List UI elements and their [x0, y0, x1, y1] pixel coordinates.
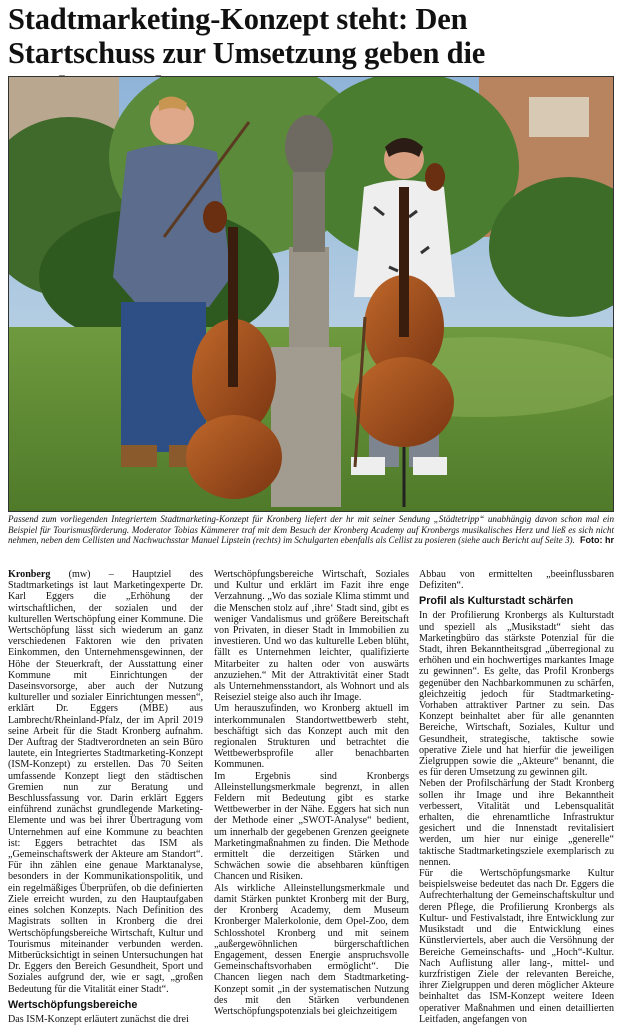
paragraph: In der Profilierung Kronbergs als Kulturstadt und speziell als „Musikstadt“ sieht das Marketingbüro das stärkste Potenzial für die Stadt, ihren Bekanntheitsgrad „überregional zu erhöhen und ein hochwertiges markantes Image zu gewinnen“. Es gelte, das Profil Kronbergs gegenüber den Nachbarkommunen zu schärfen, gleichzeitig jedoch für Stadtmarketing-Vorhaben attraktiver Partner zu sein. Das Konzept beinhaltet aber für alle genannten Bereiche, Wirtschaft, Soziales, Kultur und Gesundheit, strategische, taktische sowie operative Ziele und hat hierfür die jeweiligen Zielgruppen sowie die „Akteure“ benannt, die es für deren Umsetzung zu gewinnen gilt. — [419, 610, 614, 779]
column-2 — [214, 569, 409, 1017]
paragraph — [8, 569, 203, 995]
photo-caption — [8, 514, 614, 546]
paragraph: Das ISM-Konzept erläutert zunächst die drei — [8, 1013, 189, 1025]
dateline: Kronberg — [8, 569, 51, 580]
paragraph: Als wirkliche Alleinstellungsmerkmale und damit Stärken punktet Kronberg mit der Burg, der Kronberg Academy, dem Museum Kronberger Malerkolonie, dem Opel-Zoo, dem Schlosshotel Kronberg und mit seinem „außergewöhnlichen bürgerschaftlichen Engagement, dessen Energie anspruchsvolle Gemeinschaftsvorhaben ermöglicht“. Die Chancen liegen nach dem Stadtmarketing-Konzept somit „in der systematischen Nutzung des mit den Stärken verbundenen Wertschöpfungspotenzials bei gleichzeitigem — [214, 882, 409, 1017]
photo-credit: Foto: hr — [580, 535, 614, 546]
subheading: Wertschöpfungsbereiche — [8, 998, 138, 1011]
paragraph: Im Ergebnis sind Kronbergs Alleinstellungsmerkmale begrenzt, in allen Feldern mit Bedeutung gibt es starke Wettbewerber in der Nähe. Eggers hat sich nun der Methode einer „SWOT-Analyse“ bedient, um innerhalb der gegebenen Grenzen geeignete Marketingmaßnahmen zu finden. Die Methode ermittelt die derzeitigen Stärken und Schwächen sowie die absehbaren künftigen Chancen und Risiken. — [214, 770, 409, 883]
article-photo — [8, 76, 614, 512]
paragraph: Wertschöpfungsbereiche Wirtschaft, Soziales und Kultur und erklärt im Fazit ihre enge Verzahnung. „Wo das soziale Klima stimmt und die Menschen stolz auf ‚ihre‘ Stadt sind, gibt es weniger Vandalismus und größere Bereitschaft von Privaten, in dieser Stadt in Immobilien zu investieren. Und wo das kulturelle Leben blüht, fällt es Unternehmen leichter, qualifizierte Mitarbeiter zu halten oder von auswärts anzuziehen.“ Mit der Attraktivität einer Stadt als Unternehmensstandort, als Wohnort und als Reiseziel steige also auch ihr Image. — [214, 569, 409, 704]
photo-illustration — [9, 77, 613, 511]
column-3 — [419, 569, 614, 1025]
paragraph: Neben der Profilschärfung der Stadt Kronberg sollen ihr Image und ihre Bekanntheit verbessert, Vitalität und Lebensqualität erhalten, die ehrenamtliche Infrastruktur gesichert und die Innenstadt revitalisiert werden, um hier nur einige „generelle“ taktische Stadtmarketingsziele exemplarisch zu nennen. — [419, 778, 614, 868]
paragraph: Abbau von ermittelten „beeinflussbaren Defiziten“. — [419, 569, 614, 592]
subheading: Profil als Kulturstadt schärfen — [419, 595, 574, 608]
column-1 — [8, 569, 203, 1025]
paragraph-text: (mw) – Hauptziel des Stadtmarketings ist laut Marketingexperte Dr. Karl Eggers die „Erhöhung der wirtschaftlichen, der sozialen und der kulturellen Wertschöpfung einer Kommune. Die Wertschöpfung lässt sich wiederum an ganz verschiedenen Faktoren wie den privaten Einkommen, den Unternehmensgewinnen, der Höhe der Steuerkraft, der Ausstattung einer Kommune mit Einrichtungen der Daseinsvorsorge, aber auch der Nutzung kultureller und sozialer Einrichtungen messen“, erklärt Dr. Eggers (MBE) aus Lambrecht/Rheinland-Pfalz, der im April 2019 seine Arbeit für die Stadt Kronberg aufnahm. Der Auftrag der Stadtverordneten an sein Büro lautete, ein Integriertes Stadtmarketing-Konzept (ISM-Konzept) zu erstellen. Das 70 Seiten umfassende Konzept liegt den städtischen Gremien nun zur Beratung und Beschlussfassung vor. Darin erklärt Eggers einführend zunächst grundlegende Marketing-Elemente und was bei ihrer Übertragung vom Unternehmen auf eine Kommune zu beachten ist: Eggers betrachtet das ISM als „Gemeinschaftswerk der Akteure am Standort“. Für ihn zählen eine genaue Marktanalyse, besonders in der Kommunikationspolitik, und ein regelmäßiges Überprüfen, ob die definierten Ziele erreicht wurden, zu den Hauptaufgaben eines solchen Konzepts. Nach Definition des Magistrats sollten in Kronberg die drei Wertschöpfungsbereiche Wirtschaft, Kultur und Tourismus miteinander verbunden werden. Mitberücksichtigt in seinen Untersuchungen hat Dr. Eggers den Bereich Gesundheit, Sport und Soziales aufgrund der, wie er sagt, „großen Bedeutung für die Vitalität einer Stadt“. — [8, 569, 203, 995]
caption-text: Passend zum vorliegenden Integriertem Stadtmarketing-Konzept für Kronberg liefert der hr mit seiner Sendung „Städtetripp“ unabhängig davon schon mal ein Beispiel für Tourismusförderung. Moderator Tobias Kämmerer traf mit dem Besuch der Kronberg Academy auf Kronbergs musikalisches Herz und ließ es sich nicht nehmen, neben dem Cellisten und Nachwuchsstar Manuel Lipstein (rechts) im Schulgarten ebenfalls als Cellist zu posieren (siehe auch Bericht auf Seite 3). — [8, 514, 614, 546]
paragraph: Für die Wertschöpfungsmarke Kultur beispielsweise bedeutet das nach Dr. Eggers die Aufrechterhaltung der Gemeinschaftskultur und deren Pflege, die Profilierung Kronbergs als Kultur- und Festivalstadt, ihre Entwicklung zur Musikstadt und die Entwicklung eines Künstlerviertels, aber auch die Versöhnung der Bereiche Gemeinschafts- und „Hoch“-Kultur. Nach Auflistung aller lang-, mittel- und kurzfristigen Ziele der relevanten Bereiche, ihrer Zielgruppen und deren möglicher Akteure beinhaltet das ISM-Konzept weitere Ideen operativer Maßnahmen und einen detaillierten Leitfaden, angefangen von — [419, 868, 614, 1025]
paragraph: Um herauszufinden, wo Kronberg aktuell im interkommunalen Standortwettbewerb steht, beschäftigt sich das Konzept auch mit den regionalen Strukturen und betrachtet die Wettbewerbsprofile aller benachbarten Kommunen. — [214, 703, 409, 771]
headline: Stadtmarketing-Konzept steht: Den Startschuss zur Umsetzung geben die — [8, 2, 486, 70]
